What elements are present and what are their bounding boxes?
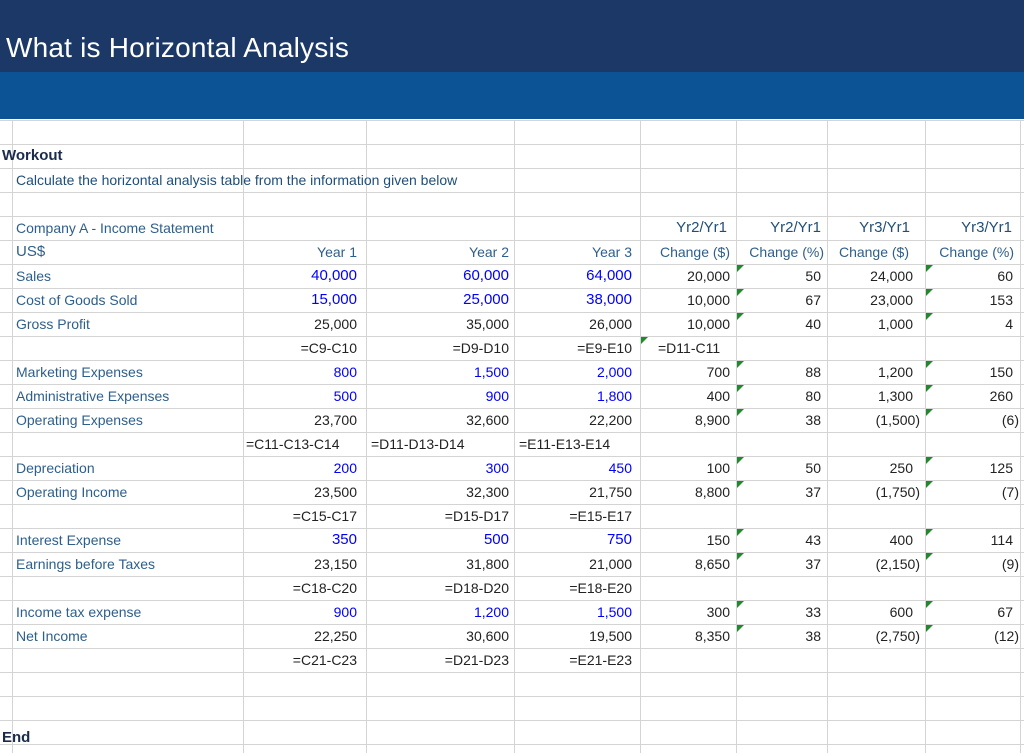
header-yr2-yr1-pct-top: Yr2/Yr1 — [770, 219, 821, 236]
note-indicator-icon — [926, 601, 933, 608]
cell-cogs-y2[interactable]: 25,000 — [463, 291, 509, 308]
note-indicator-icon — [737, 481, 744, 488]
formula-ebt-y2[interactable]: =D18-D20 — [444, 580, 509, 596]
header-change-pct-2: Change (%) — [939, 244, 1014, 260]
note-indicator-icon — [737, 385, 744, 392]
cell-ni-p2[interactable]: (12) — [994, 628, 1019, 644]
cell-tax-p2[interactable]: 67 — [997, 604, 1013, 620]
formula-opinc-y2[interactable]: =D15-D17 — [444, 508, 509, 524]
cell-dep-y2[interactable]: 300 — [485, 460, 509, 476]
header-year-3: Year 3 — [592, 244, 632, 260]
row-label-gross-profit: Gross Profit — [16, 316, 90, 332]
grid-column-line — [827, 120, 828, 753]
note-indicator-icon — [737, 289, 744, 296]
cell-opinc-d2[interactable]: (1,750) — [875, 484, 920, 500]
cell-int-y3[interactable]: 750 — [606, 531, 632, 548]
note-indicator-icon — [926, 409, 933, 416]
cell-opinc-y3[interactable]: 21,750 — [589, 484, 632, 500]
cell-tax-d1[interactable]: 300 — [706, 604, 730, 620]
cell-admin-p2[interactable]: 260 — [989, 388, 1013, 404]
header-yr3-yr1-pct-top: Yr3/Yr1 — [961, 219, 1012, 236]
cell-dep-p2[interactable]: 125 — [989, 460, 1013, 476]
cell-opinc-y2[interactable]: 32,300 — [466, 484, 509, 500]
cell-mkt-p1[interactable]: 88 — [805, 364, 821, 380]
formula-opex-y3[interactable]: =E11-E13-E14 — [519, 436, 611, 452]
cell-admin-y1[interactable]: 500 — [333, 388, 357, 404]
cell-sales-y3[interactable]: 64,000 — [586, 267, 632, 284]
note-indicator-icon — [926, 313, 933, 320]
grid-row-line — [0, 336, 1024, 337]
cell-dep-y3[interactable]: 450 — [608, 460, 632, 476]
cell-sales-y1[interactable]: 40,000 — [311, 267, 357, 284]
note-indicator-icon — [737, 457, 744, 464]
grid-row-line — [0, 120, 1024, 121]
cell-sales-d2[interactable]: 24,000 — [870, 268, 913, 284]
note-indicator-icon — [926, 289, 933, 296]
header-change-pct-1: Change (%) — [749, 244, 824, 260]
cell-tax-y3[interactable]: 1,500 — [596, 604, 632, 620]
formula-opinc-y3[interactable]: =E15-E17 — [569, 508, 632, 524]
cell-opinc-p2[interactable]: (7) — [1001, 484, 1019, 500]
grid-row-line — [0, 696, 1024, 697]
cell-tax-d2[interactable]: 600 — [889, 604, 913, 620]
cell-ebt-p1[interactable]: 37 — [805, 556, 821, 572]
cell-ebt-d2[interactable]: (2,150) — [875, 556, 920, 572]
header-change-dollar-1: Change ($) — [659, 244, 730, 260]
cell-sales-y2[interactable]: 60,000 — [463, 267, 509, 284]
cell-dep-y1[interactable]: 200 — [333, 460, 357, 476]
cell-dep-d2[interactable]: 250 — [889, 460, 913, 476]
note-indicator-icon — [737, 361, 744, 368]
formula-gross-y1[interactable]: =C9-C10 — [300, 340, 357, 356]
formula-opex-y2[interactable]: =D11-D13-D14 — [371, 436, 465, 452]
row-label-cogs: Cost of Goods Sold — [16, 292, 138, 308]
formula-ebt-y3[interactable]: =E18-E20 — [569, 580, 632, 596]
row-label-opex: Operating Expenses — [16, 412, 143, 428]
grid-row-line — [0, 504, 1024, 505]
currency-label: US$ — [16, 243, 46, 260]
row-label-marketing: Marketing Expenses — [16, 364, 143, 380]
cell-tax-y2[interactable]: 1,200 — [473, 604, 509, 620]
cell-opex-p2[interactable]: (6) — [1001, 412, 1019, 428]
cell-int-d2[interactable]: 400 — [889, 532, 913, 548]
end-label: End — [2, 729, 31, 746]
cell-gross-p2[interactable]: 4 — [1005, 316, 1013, 332]
grid-row-line — [0, 192, 1024, 193]
cell-mkt-p2[interactable]: 150 — [989, 364, 1013, 380]
cell-mkt-y3[interactable]: 2,000 — [596, 364, 632, 380]
cell-gross-d2[interactable]: 1,000 — [877, 316, 913, 332]
grid-column-line — [736, 120, 737, 753]
cell-opex-d2[interactable]: (1,500) — [875, 412, 920, 428]
header-year-2: Year 2 — [469, 244, 509, 260]
cell-opinc-p1[interactable]: 37 — [805, 484, 821, 500]
cell-gross-d1[interactable]: 10,000 — [687, 316, 730, 332]
cell-admin-y2[interactable]: 900 — [485, 388, 509, 404]
row-label-ebt: Earnings before Taxes — [16, 556, 156, 572]
cell-sales-p2[interactable]: 60 — [997, 268, 1013, 284]
cell-opex-y2[interactable]: 32,600 — [466, 412, 509, 428]
cell-mkt-y2[interactable]: 1,500 — [473, 364, 509, 380]
instruction-text: Calculate the horizontal analysis table from the information given below — [16, 172, 458, 188]
formula-ni-y3[interactable]: =E21-E23 — [569, 652, 632, 668]
row-label-income-tax: Income tax expense — [16, 604, 142, 620]
cell-ebt-p2[interactable]: (9) — [1001, 556, 1019, 572]
cell-ni-y2[interactable]: 30,600 — [466, 628, 509, 644]
cell-sales-p1[interactable]: 50 — [805, 268, 821, 284]
note-indicator-icon — [737, 409, 744, 416]
note-indicator-icon — [926, 529, 933, 536]
grid-column-line — [925, 120, 926, 753]
cell-int-p2[interactable]: 114 — [990, 532, 1013, 548]
grid-row-line — [0, 720, 1024, 721]
cell-ni-y1[interactable]: 22,250 — [314, 628, 357, 644]
note-indicator-icon — [926, 553, 933, 560]
cell-opinc-y1[interactable]: 23,500 — [314, 484, 357, 500]
subtitle-banner — [0, 72, 1024, 119]
grid-row-line — [0, 576, 1024, 577]
page-title: What is Horizontal Analysis — [6, 32, 350, 63]
cell-gross-p1[interactable]: 40 — [805, 316, 821, 332]
cell-opex-y3[interactable]: 22,200 — [589, 412, 632, 428]
grid-column-line — [12, 120, 13, 753]
grid-row-line — [0, 672, 1024, 673]
cell-dep-p1[interactable]: 50 — [805, 460, 821, 476]
note-indicator-icon — [641, 337, 648, 344]
note-indicator-icon — [926, 265, 933, 272]
cell-dep-d1[interactable]: 100 — [706, 460, 730, 476]
cell-cogs-y3[interactable]: 38,000 — [586, 291, 632, 308]
row-label-admin: Administrative Expenses — [16, 388, 170, 404]
note-indicator-icon — [737, 313, 744, 320]
cell-tax-p1[interactable]: 33 — [805, 604, 821, 620]
cell-gross-y2[interactable]: 35,000 — [466, 316, 509, 332]
cell-admin-d1[interactable]: 400 — [706, 388, 730, 404]
statement-title: Company A - Income Statement — [16, 220, 214, 236]
title-banner — [0, 0, 1024, 72]
header-year-1: Year 1 — [317, 244, 357, 260]
cell-cogs-d1[interactable]: 10,000 — [687, 292, 730, 308]
row-label-net-income: Net Income — [16, 628, 88, 644]
cell-ni-p1[interactable]: 38 — [805, 628, 821, 644]
cell-mkt-y1[interactable]: 800 — [333, 364, 357, 380]
cell-ebt-y3[interactable]: 21,000 — [589, 556, 632, 572]
formula-ebt-y1[interactable]: =C18-C20 — [292, 580, 357, 596]
cell-opex-y1[interactable]: 23,700 — [314, 412, 357, 428]
note-indicator-icon — [926, 481, 933, 488]
row-label-depreciation: Depreciation — [16, 460, 95, 476]
cell-ni-d1[interactable]: 8,350 — [694, 628, 730, 644]
cell-sales-d1[interactable]: 20,000 — [687, 268, 730, 284]
cell-tax-y1[interactable]: 900 — [333, 604, 357, 620]
cell-cogs-p2[interactable]: 153 — [989, 292, 1013, 308]
cell-cogs-y1[interactable]: 15,000 — [311, 291, 357, 308]
cell-mkt-d1[interactable]: 700 — [706, 364, 730, 380]
note-indicator-icon — [926, 457, 933, 464]
formula-ni-y2[interactable]: =D21-D23 — [444, 652, 509, 668]
cell-int-y2[interactable]: 500 — [483, 531, 509, 548]
row-label-operating-income: Operating Income — [16, 484, 128, 500]
cell-ebt-d1[interactable]: 8,650 — [694, 556, 730, 572]
formula-gross-d1[interactable]: =D11-C11 — [658, 340, 721, 356]
formula-gross-y3[interactable]: =E9-E10 — [577, 340, 632, 356]
row-label-interest: Interest Expense — [16, 532, 122, 548]
cell-cogs-p1[interactable]: 67 — [805, 292, 821, 308]
cell-admin-p1[interactable]: 80 — [805, 388, 821, 404]
note-indicator-icon — [737, 553, 744, 560]
header-yr3-yr1-dollar-top: Yr3/Yr1 — [859, 219, 910, 236]
cell-gross-y3[interactable]: 26,000 — [589, 316, 632, 332]
grid-row-line — [0, 744, 1024, 745]
note-indicator-icon — [926, 385, 933, 392]
grid-column-line — [1020, 120, 1021, 753]
cell-ebt-y2[interactable]: 31,800 — [466, 556, 509, 572]
row-label-sales: Sales — [16, 268, 52, 284]
grid-row-line — [0, 432, 1024, 433]
cell-admin-y3[interactable]: 1,800 — [596, 388, 632, 404]
cell-ni-d2[interactable]: (2,750) — [875, 628, 920, 644]
formula-ni-y1[interactable]: =C21-C23 — [292, 652, 357, 668]
note-indicator-icon — [737, 265, 744, 272]
cell-opex-p1[interactable]: 38 — [805, 412, 821, 428]
formula-opex-y1[interactable]: =C11-C13-C14 — [246, 436, 340, 452]
header-yr2-yr1-dollar-top: Yr2/Yr1 — [676, 219, 727, 236]
cell-admin-d2[interactable]: 1,300 — [877, 388, 913, 404]
grid-row-line — [0, 144, 1024, 145]
cell-opinc-d1[interactable]: 8,800 — [694, 484, 730, 500]
note-indicator-icon — [737, 625, 744, 632]
cell-ni-y3[interactable]: 19,500 — [589, 628, 632, 644]
note-indicator-icon — [737, 601, 744, 608]
grid-column-line — [640, 120, 641, 753]
formula-opinc-y1[interactable]: =C15-C17 — [292, 508, 357, 524]
note-indicator-icon — [926, 625, 933, 632]
cell-gross-y1[interactable]: 25,000 — [314, 316, 357, 332]
note-indicator-icon — [737, 529, 744, 536]
cell-mkt-d2[interactable]: 1,200 — [877, 364, 913, 380]
section-workout: Workout — [2, 147, 63, 164]
cell-opex-d1[interactable]: 8,900 — [694, 412, 730, 428]
spreadsheet-grid[interactable] — [0, 120, 1024, 753]
cell-int-p1[interactable]: 43 — [805, 532, 821, 548]
formula-gross-y2[interactable]: =D9-D10 — [452, 340, 509, 356]
cell-ebt-y1[interactable]: 23,150 — [314, 556, 357, 572]
cell-int-y1[interactable]: 350 — [331, 531, 357, 548]
grid-row-line — [0, 648, 1024, 649]
note-indicator-icon — [926, 361, 933, 368]
header-change-dollar-2: Change ($) — [838, 244, 909, 260]
cell-int-d1[interactable]: 150 — [706, 532, 730, 548]
cell-cogs-d2[interactable]: 23,000 — [870, 292, 913, 308]
